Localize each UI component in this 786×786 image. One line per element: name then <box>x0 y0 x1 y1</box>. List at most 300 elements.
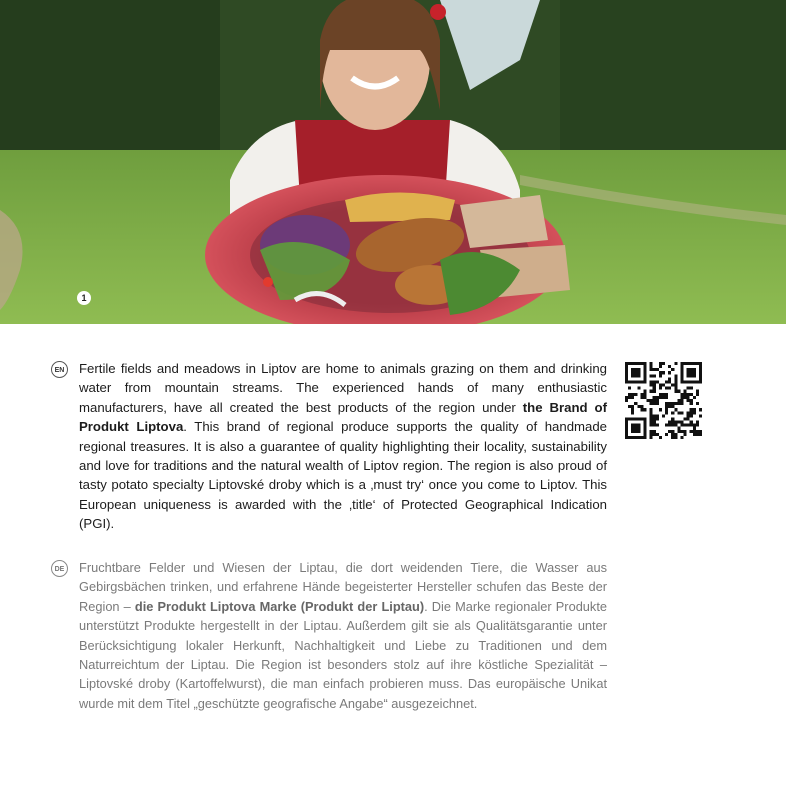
qr-module <box>674 380 677 383</box>
qr-module <box>656 424 659 427</box>
qr-module <box>656 380 659 383</box>
qr-module <box>674 377 677 380</box>
qr-module <box>631 411 634 414</box>
qr-code-graphic <box>625 362 702 439</box>
qr-module <box>693 411 696 414</box>
qr-module <box>628 387 631 390</box>
qr-module <box>671 405 674 408</box>
qr-module <box>659 436 662 439</box>
potatoes <box>345 193 455 223</box>
qr-module <box>653 374 656 377</box>
qr-module <box>653 424 656 427</box>
qr-module <box>634 402 637 405</box>
qr-module <box>634 393 637 396</box>
qr-module <box>650 368 653 371</box>
qr-module <box>684 393 687 396</box>
qr-module <box>637 436 640 439</box>
qr-module <box>696 362 699 365</box>
qr-module <box>631 371 634 374</box>
qr-module <box>631 374 634 377</box>
qr-module <box>653 387 656 390</box>
qr-module <box>656 433 659 436</box>
qr-module <box>643 374 646 377</box>
qr-module <box>665 393 668 396</box>
qr-module <box>699 365 702 368</box>
qr-module <box>684 362 687 365</box>
qr-module <box>680 396 683 399</box>
qr-module <box>659 384 662 387</box>
qr-module <box>643 393 646 396</box>
qr-module <box>656 396 659 399</box>
qr-module <box>693 427 696 430</box>
qr-module <box>650 430 653 433</box>
qr-module <box>693 396 696 399</box>
qr-module <box>625 424 628 427</box>
qr-module <box>625 374 628 377</box>
qr-module <box>631 393 634 396</box>
qr-module <box>625 433 628 436</box>
qr-module <box>631 368 634 371</box>
qr-module <box>690 380 693 383</box>
qr-module <box>634 362 637 365</box>
qr-module <box>690 408 693 411</box>
qr-module <box>625 362 628 365</box>
qr-module <box>674 374 677 377</box>
qr-module <box>659 408 662 411</box>
qr-module <box>650 390 653 393</box>
qr-module <box>640 408 643 411</box>
qr-module <box>625 368 628 371</box>
qr-module <box>650 433 653 436</box>
qr-module <box>631 424 634 427</box>
qr-module <box>662 393 665 396</box>
qr-module <box>693 371 696 374</box>
qr-module <box>643 362 646 365</box>
qr-module <box>690 402 693 405</box>
qr-module <box>677 430 680 433</box>
qr-module <box>687 393 690 396</box>
qr-module <box>650 417 653 420</box>
qr-module <box>656 402 659 405</box>
qr-module <box>671 424 674 427</box>
qr-module <box>650 414 653 417</box>
qr-module <box>687 374 690 377</box>
qr-module <box>690 362 693 365</box>
qr-module <box>674 390 677 393</box>
qr-module <box>625 371 628 374</box>
qr-module <box>696 390 699 393</box>
qr-module <box>650 408 653 411</box>
qr-module <box>674 402 677 405</box>
qr-module <box>668 377 671 380</box>
qr-module <box>634 417 637 420</box>
qr-module <box>680 393 683 396</box>
qr-module <box>659 387 662 390</box>
qr-module <box>643 368 646 371</box>
qr-module <box>671 384 674 387</box>
qr-module <box>643 365 646 368</box>
qr-module <box>631 362 634 365</box>
qr-module <box>665 402 668 405</box>
qr-module <box>643 417 646 420</box>
qr-module <box>640 393 643 396</box>
qr-module <box>643 424 646 427</box>
qr-module <box>674 433 677 436</box>
qr-module <box>665 396 668 399</box>
qr-module <box>668 405 671 408</box>
qr-module <box>690 374 693 377</box>
qr-module <box>684 380 687 383</box>
qr-module <box>680 365 683 368</box>
qr-module <box>634 371 637 374</box>
qr-module <box>674 387 677 390</box>
qr-module <box>653 368 656 371</box>
qr-module <box>699 377 702 380</box>
qr-module <box>680 377 683 380</box>
qr-module <box>668 430 671 433</box>
qr-module <box>665 424 668 427</box>
qr-module <box>684 396 687 399</box>
qr-module <box>665 387 668 390</box>
qr-module <box>631 436 634 439</box>
qr-module <box>659 362 662 365</box>
qr-module <box>671 433 674 436</box>
qr-module <box>634 380 637 383</box>
qr-module <box>640 436 643 439</box>
qr-module <box>696 424 699 427</box>
qr-module <box>665 405 668 408</box>
qr-module <box>656 368 659 371</box>
qr-module <box>680 436 683 439</box>
qr-module <box>650 424 653 427</box>
qr-module <box>690 424 693 427</box>
qr-module <box>653 430 656 433</box>
qr-module <box>656 414 659 417</box>
qr-module <box>671 421 674 424</box>
qr-module <box>693 408 696 411</box>
qr-module <box>625 427 628 430</box>
qr-module <box>690 399 693 402</box>
qr-module <box>687 396 690 399</box>
qr-module <box>650 399 653 402</box>
qr-module <box>659 371 662 374</box>
qr-module <box>696 430 699 433</box>
qr-module <box>650 402 653 405</box>
qr-module <box>687 380 690 383</box>
text-en-bold: the Brand of Produkt Liptova <box>79 399 607 435</box>
qr-module <box>653 421 656 424</box>
text-de-part-2: . Die Marke regionaler Produkte unterstützt Produkte hergestellt in der Liptau. Außerdem gilt sie als Qualitätsgarantie unter Berücksichtigung lokaler Herkunft, Nachhaltigkeit und Liebe zu Traditionen und dem Naturreichtum der Liptau. Die Region ist besonders stolz auf ihre köstliche Spezialität – Liptovské droby (Kartoffelwurst), die man einfach probieren muss. Das europäische Unikat wurde mit dem Titel „geschützte geografische Angabe“ ausgezeichnet. <box>79 598 607 711</box>
qr-module <box>677 390 680 393</box>
qr-module <box>690 421 693 424</box>
qr-module <box>631 408 634 411</box>
qr-module <box>643 430 646 433</box>
qr-module <box>637 380 640 383</box>
qr-module <box>650 380 653 383</box>
qr-module <box>628 393 631 396</box>
qr-module <box>650 374 653 377</box>
qr-module <box>662 396 665 399</box>
qr-module <box>665 433 668 436</box>
qr-module <box>690 430 693 433</box>
qr-module <box>653 433 656 436</box>
qr-module <box>653 384 656 387</box>
qr-module <box>625 399 628 402</box>
qr-module <box>687 368 690 371</box>
qr-module <box>668 380 671 383</box>
qr-module <box>665 411 668 414</box>
qr-module <box>653 396 656 399</box>
qr-module <box>643 433 646 436</box>
qr-module <box>625 417 628 420</box>
qr-module <box>699 368 702 371</box>
qr-module <box>699 430 702 433</box>
qr-module <box>665 408 668 411</box>
qr-module <box>668 424 671 427</box>
qr-module <box>684 424 687 427</box>
qr-module <box>680 371 683 374</box>
qr-module <box>690 371 693 374</box>
qr-module <box>653 417 656 420</box>
qr-module <box>634 424 637 427</box>
qr-module <box>684 390 687 393</box>
qr-module <box>625 396 628 399</box>
qr-module <box>699 362 702 365</box>
qr-module <box>640 417 643 420</box>
qr-module <box>674 362 677 365</box>
qr-module <box>637 417 640 420</box>
qr-module <box>637 387 640 390</box>
qr-module <box>690 393 693 396</box>
qr-module <box>680 399 683 402</box>
qr-module <box>687 387 690 390</box>
qr-module <box>677 411 680 414</box>
qr-module <box>631 430 634 433</box>
qr-module <box>677 399 680 402</box>
qr-module <box>653 399 656 402</box>
qr-module <box>668 371 671 374</box>
qr-module <box>696 433 699 436</box>
qr-module <box>650 365 653 368</box>
qr-module <box>693 430 696 433</box>
qr-module <box>699 408 702 411</box>
qr-module <box>643 390 646 393</box>
qr-module <box>680 380 683 383</box>
qr-module <box>687 399 690 402</box>
qr-module <box>696 402 699 405</box>
qr-module <box>631 396 634 399</box>
qr-module <box>668 402 671 405</box>
qr-module <box>625 436 628 439</box>
qr-module <box>653 414 656 417</box>
qr-module <box>687 414 690 417</box>
qr-module <box>699 371 702 374</box>
qr-module <box>628 417 631 420</box>
qr-module <box>637 424 640 427</box>
qr-module <box>637 362 640 365</box>
qr-module <box>659 365 662 368</box>
photo-number-badge: 1 <box>77 291 91 305</box>
qr-module <box>659 374 662 377</box>
qr-module <box>637 371 640 374</box>
text-de-part-1: Fruchtbare Felder und Wiesen der Liptau, die dort weidenden Tiere, die Wasser aus Gebirgsbächen trinken, und erfahrene Hände begeisterter Hersteller schufen das Beste der Region – <box>79 560 607 614</box>
qr-module <box>625 377 628 380</box>
qr-module <box>643 377 646 380</box>
qr-code-icon[interactable] <box>625 362 702 439</box>
qr-module <box>640 380 643 383</box>
qr-module <box>699 414 702 417</box>
qr-module <box>680 374 683 377</box>
qr-module <box>643 436 646 439</box>
qr-module <box>677 421 680 424</box>
qr-module <box>637 374 640 377</box>
qr-module <box>671 411 674 414</box>
qr-module <box>699 374 702 377</box>
paragraph-en <box>79 359 607 534</box>
qr-module <box>659 393 662 396</box>
qr-module <box>628 380 631 383</box>
qr-module <box>643 371 646 374</box>
qr-module <box>693 362 696 365</box>
qr-module <box>625 430 628 433</box>
qr-module <box>687 362 690 365</box>
paragraph-de <box>79 558 607 713</box>
qr-module <box>687 411 690 414</box>
qr-module <box>631 380 634 383</box>
qr-module <box>699 433 702 436</box>
qr-module <box>693 380 696 383</box>
qr-module <box>671 417 674 420</box>
qr-module <box>674 424 677 427</box>
qr-module <box>653 380 656 383</box>
qr-module <box>634 374 637 377</box>
qr-module <box>650 436 653 439</box>
qr-module <box>650 411 653 414</box>
qr-module <box>684 433 687 436</box>
qr-module <box>680 362 683 365</box>
qr-module <box>634 427 637 430</box>
qr-module <box>662 362 665 365</box>
language-badge-de: DE <box>51 560 68 577</box>
text-en-part-1: Fertile fields and meadows in Liptov are home to animals grazing on them and drinking water from mountain streams. The experienced hands of many enthusiastic manufacturers, have all created the best products of the region under <box>79 361 607 415</box>
qr-module <box>674 436 677 439</box>
text-en-part-2: . This brand of regional produce supports the quality of handmade regional treasures. It is also a guarantee of quality highlighting their locality, sustainability and love for traditions and the natural wealth of Liptov region. The region is also proud of tasty potato specialty Liptovské droby which is a ‚must try‘ once you come to Liptov. This European uniqueness is awarded with the ‚title‘ of Protected Geographical Indication (PGI). <box>79 419 608 532</box>
qr-module <box>684 417 687 420</box>
language-badge-en: EN <box>51 361 68 378</box>
qr-module <box>665 380 668 383</box>
qr-module <box>696 380 699 383</box>
qr-module <box>674 408 677 411</box>
qr-module <box>687 371 690 374</box>
qr-module <box>668 387 671 390</box>
qr-module <box>696 421 699 424</box>
qr-module <box>662 414 665 417</box>
qr-module <box>643 396 646 399</box>
qr-module <box>680 368 683 371</box>
qr-module <box>680 430 683 433</box>
qr-module <box>690 414 693 417</box>
qr-module <box>650 384 653 387</box>
qr-module <box>671 436 674 439</box>
qr-module <box>634 436 637 439</box>
qr-module <box>625 365 628 368</box>
qr-module <box>637 427 640 430</box>
qr-module <box>687 424 690 427</box>
qr-module <box>637 368 640 371</box>
qr-module <box>628 396 631 399</box>
qr-module <box>637 430 640 433</box>
qr-module <box>690 411 693 414</box>
qr-module <box>631 405 634 408</box>
qr-module <box>684 430 687 433</box>
qr-module <box>659 396 662 399</box>
qr-module <box>671 368 674 371</box>
qr-module <box>656 417 659 420</box>
qr-module <box>643 408 646 411</box>
qr-module <box>653 390 656 393</box>
qr-module <box>640 405 643 408</box>
qr-module <box>690 368 693 371</box>
qr-module <box>634 368 637 371</box>
qr-module <box>680 421 683 424</box>
qr-module <box>631 427 634 430</box>
qr-module <box>628 436 631 439</box>
qr-module <box>674 384 677 387</box>
qr-module <box>680 411 683 414</box>
qr-module <box>668 365 671 368</box>
qr-module <box>674 421 677 424</box>
hero-photo <box>0 0 786 324</box>
qr-module <box>693 368 696 371</box>
qr-module <box>693 374 696 377</box>
qr-module <box>640 362 643 365</box>
qr-module <box>662 384 665 387</box>
qr-module <box>662 371 665 374</box>
qr-module <box>690 387 693 390</box>
qr-module <box>640 396 643 399</box>
qr-module <box>647 399 650 402</box>
qr-module <box>656 399 659 402</box>
qr-module <box>634 430 637 433</box>
qr-module <box>671 430 674 433</box>
text-de-bold: die Produkt Liptova Marke (Produkt der Liptau) <box>134 598 425 614</box>
qr-module <box>668 421 671 424</box>
qr-module <box>625 421 628 424</box>
photo-illustration <box>0 0 786 324</box>
qr-module <box>677 427 680 430</box>
qr-module <box>643 380 646 383</box>
qr-module <box>693 433 696 436</box>
qr-module <box>677 402 680 405</box>
qr-module <box>625 380 628 383</box>
qr-module <box>671 402 674 405</box>
qr-module <box>643 427 646 430</box>
qr-module <box>680 424 683 427</box>
qr-module <box>628 405 631 408</box>
qr-module <box>631 417 634 420</box>
qr-module <box>653 402 656 405</box>
qr-module <box>693 424 696 427</box>
qr-module <box>650 421 653 424</box>
qr-module <box>696 393 699 396</box>
qr-module <box>687 417 690 420</box>
qr-module <box>637 405 640 408</box>
qr-module <box>699 380 702 383</box>
qr-module <box>628 362 631 365</box>
qr-module <box>680 402 683 405</box>
qr-module <box>643 421 646 424</box>
qr-module <box>650 362 653 365</box>
